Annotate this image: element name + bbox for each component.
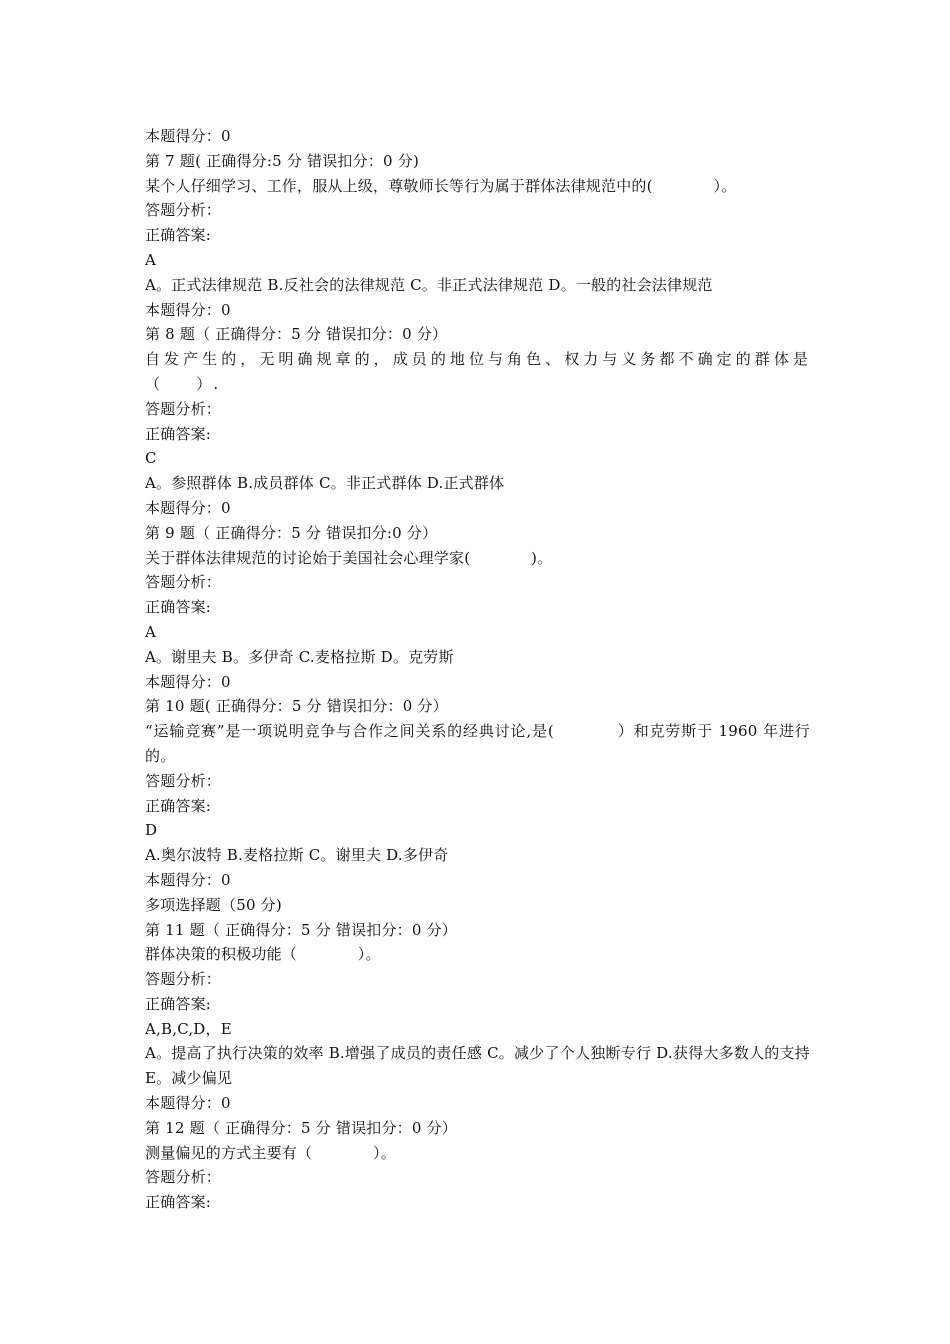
question-header: 第 12 题（ 正确得分：5 分 错误扣分：0 分） bbox=[145, 1118, 457, 1137]
analysis-label: 答题分析： bbox=[145, 970, 222, 989]
score-line: 本题得分：0 bbox=[145, 300, 231, 319]
question-header: 第 10 题( 正确得分：5 分 错误扣分：0 分） bbox=[145, 697, 448, 716]
question-header: 第 8 题（ 正确得分：5 分 错误扣分：0 分） bbox=[145, 325, 448, 344]
analysis-label: 答题分析： bbox=[145, 573, 222, 592]
answer-value: A bbox=[145, 622, 157, 641]
analysis-label: 答题分析： bbox=[145, 399, 222, 418]
analysis-label: 答题分析： bbox=[145, 771, 222, 790]
options-line: A.奥尔波特 B.麦格拉斯 C。谢里夫 D.多伊奇 bbox=[145, 846, 449, 865]
score-line: 本题得分：0 bbox=[145, 870, 231, 889]
options-line: A。正式法律规范 B.反社会的法律规范 C。非正式法律规范 D。一般的社会法律规范 bbox=[145, 275, 713, 294]
question-header: 第 9 题（ 正确得分：5 分 错误扣分:0 分） bbox=[145, 523, 438, 542]
score-line: 本题得分：0 bbox=[145, 672, 231, 691]
answer-value: A,B,C,D，E bbox=[145, 1019, 232, 1038]
answer-label: 正确答案: bbox=[145, 598, 212, 617]
analysis-label: 答题分析： bbox=[145, 1168, 222, 1187]
analysis-label: 答题分析： bbox=[145, 201, 222, 220]
section-heading: 多项选择题（50 分) bbox=[145, 895, 282, 914]
question-text: 某个人仔细学习、工作，服从上级，尊敬师长等行为属于群体法律规范中的( ）。 bbox=[145, 176, 737, 195]
options-line: A。谢里夫 B。多伊奇 C.麦格拉斯 D。克劳斯 bbox=[145, 647, 454, 666]
score-line: 本题得分：0 bbox=[145, 127, 231, 145]
answer-label: 正确答案: bbox=[145, 994, 212, 1013]
document-body bbox=[145, 124, 810, 1215]
answer-value: A bbox=[145, 250, 157, 269]
question-text: 测量偏见的方式主要有（ ）。 bbox=[145, 1143, 396, 1162]
question-header: 第 11 题（ 正确得分：5 分 错误扣分：0 分） bbox=[145, 920, 457, 939]
question-text: 群体决策的积极功能（ ）。 bbox=[145, 945, 381, 964]
options-line: A。参照群体 B.成员群体 C。非正式群体 D.正式群体 bbox=[145, 474, 505, 493]
score-line: 本题得分：0 bbox=[145, 498, 231, 517]
score-line: 本题得分：0 bbox=[145, 1094, 231, 1113]
question-text: “运输竞赛”是一项说明竞争与合作之间关系的经典讨论,是( ）和克劳斯于 1960 年进行的。 bbox=[145, 722, 810, 765]
answer-label: 正确答案: bbox=[145, 1193, 212, 1212]
answer-label: 正确答案: bbox=[145, 796, 212, 815]
answer-label: 正确答案: bbox=[145, 424, 212, 443]
options-line: A。提高了执行决策的效率 B.增强了成员的责任感 C。减少了个人独断专行 D.获得大多数人的支持 E。减少偏见 bbox=[145, 1044, 810, 1088]
question-header: 第 7 题( 正确得分:5 分 错误扣分：0 分) bbox=[145, 151, 419, 170]
question-text: 自发产生的，无明确规章的，成员的地位与角色、权力与义务都不确定的群体是（ ）. bbox=[145, 350, 810, 393]
answer-value: C bbox=[145, 449, 157, 468]
question-text: 关于群体法律规范的讨论始于美国社会心理学家( )。 bbox=[145, 548, 553, 567]
answer-label: 正确答案: bbox=[145, 226, 212, 245]
answer-value: D bbox=[145, 821, 158, 840]
